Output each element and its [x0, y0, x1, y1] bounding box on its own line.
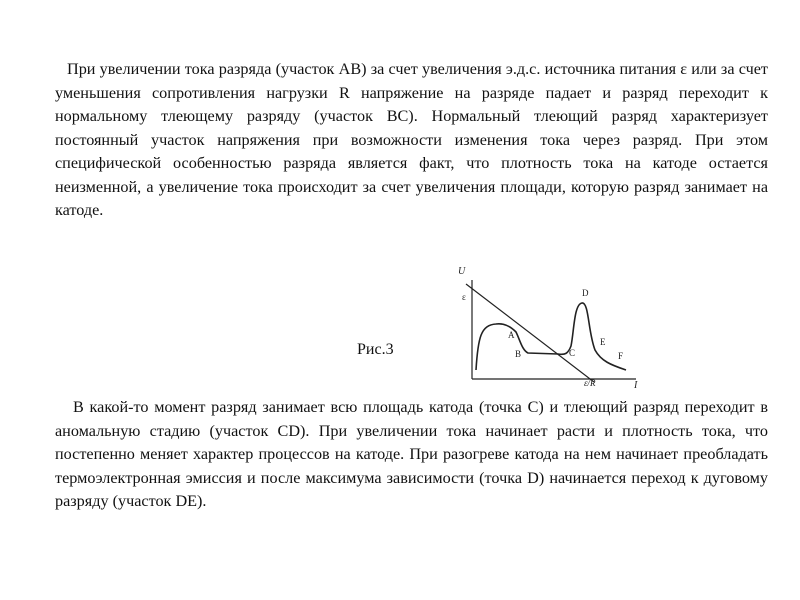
- axis-y-label: U: [458, 266, 466, 277]
- axis-x-label: I: [634, 380, 638, 391]
- point-a-label: A: [508, 330, 515, 340]
- point-e-label: E: [600, 337, 606, 347]
- load-line: [466, 284, 594, 382]
- point-f-label: F: [618, 351, 624, 361]
- emf-label: ε: [462, 292, 466, 302]
- point-b-label: B: [515, 349, 522, 359]
- point-c-label: C: [569, 348, 576, 358]
- point-d-label: D: [582, 288, 589, 298]
- paragraph-1: При увеличении тока разряда (участок АВ) за счет увеличения э.д.с. источника питания ε или за счет уменьшения сопротивления нагрузки R напряжение на разряде падает и разряд переходит к нормальному тлеющему разряду (участок ВС). Нормальный тлеющий разряд характеризует постоянный участок напряжения при возможности изменения тока через разряд. При этом специфической особенностью разряда является факт, что плотность тока на катоде остается неизменной, а увеличение тока происходит за счет увеличения площади, которую разряд занимает на катоде.: [55, 60, 768, 219]
- emf-over-r-label: ε/R: [584, 378, 596, 388]
- figure-caption: Рис.3: [357, 341, 394, 358]
- paragraph-2: В какой-то момент разряд занимает всю площадь катода (точка С) и тлеющий разряд переходит в аномальную стадию (участок CD). При увеличении тока начинает расти и плотность тока, что постепенно меняет характер процессов на катоде. При разогреве катода на нем начинает преобладать термоэлектронная эмиссия и после максимума зависимости (точка D) начинается переход к дуговому разряду (участок DE).: [55, 398, 768, 510]
- figure-voltage-current: [448, 262, 648, 392]
